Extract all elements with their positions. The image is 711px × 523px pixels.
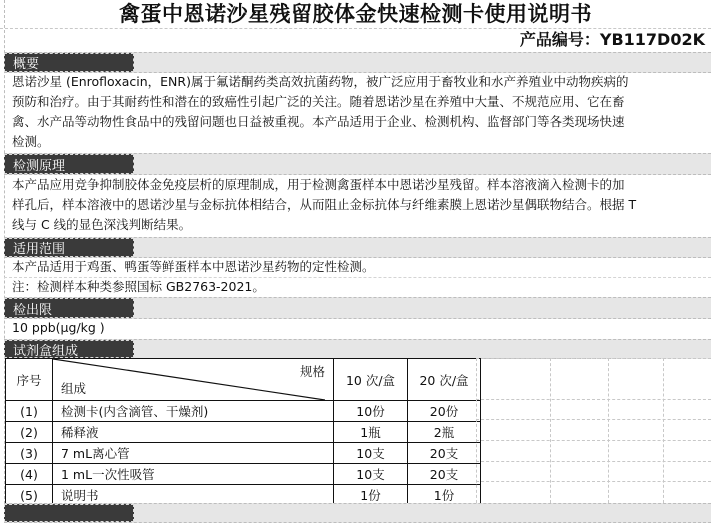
overview-line: 禽、水产品等动物性食品中的残留问题也日益被重视。本产品适用于企业、检测机构、监督部门等各类现场快速 (12, 114, 625, 129)
gridline (476, 358, 711, 359)
section-detection-limit (4, 297, 711, 319)
table-row (6, 443, 481, 464)
gridline (476, 440, 711, 441)
product-code: 产品编号：YB117D02K (519, 30, 705, 49)
gridline (476, 399, 711, 400)
row-index: (1) (6, 401, 53, 422)
section-next-partial (4, 503, 711, 523)
row-qty-20: 20支 (408, 464, 481, 485)
row-qty-10: 1份 (334, 485, 408, 506)
section-principle (4, 153, 711, 175)
header-diagonal-cell (53, 359, 334, 401)
header-spec: 规格 (299, 364, 325, 379)
principle-line: 本产品应用竞争抑制胶体金免疫层析的原理制成，用于检测禽蛋样本中恩诺沙星残留。样本溶液滴入检测卡的加 (12, 177, 625, 192)
section-detection-limit-label: 检出限 (4, 298, 134, 318)
table-row (6, 422, 481, 443)
row-qty-10: 10份 (334, 401, 408, 422)
row-index: (5) (6, 485, 53, 506)
kit-composition-table (5, 358, 481, 506)
overview-line: 检测。 (12, 134, 50, 149)
principle-line: 样孔后，样本溶液中的恩诺沙星与金标抗体相结合，从而阻止金标抗体与纤维素膜上恩诺沙星偶联物结合。根据 T (12, 197, 637, 212)
empty-sheet-grid (476, 358, 711, 503)
gridline (476, 461, 711, 462)
section-overview (4, 52, 711, 73)
header-component: 组成 (61, 381, 87, 396)
table-row (6, 401, 481, 422)
section-overview-label: 概要 (4, 53, 134, 72)
section-principle-label: 检测原理 (4, 154, 134, 174)
gridline (476, 419, 711, 420)
row-index: (3) (6, 443, 53, 464)
gridline (476, 481, 711, 482)
row-index: (4) (6, 464, 53, 485)
row-qty-10: 1瓶 (334, 422, 408, 443)
row-qty-10: 10支 (334, 443, 408, 464)
overview-line: 恩诺沙星 (Enrofloxacin，ENR)属于氟诺酮药类高效抗菌药物，被广泛应用于畜牧业和水产养殖业中动物疾病的 (12, 74, 629, 89)
row-qty-20: 20份 (408, 401, 481, 422)
header-20-per-box: 20 次/盒 (408, 359, 481, 401)
principle-line: 线与 C 线的显色深浅判断结果。 (12, 217, 192, 232)
row-component: 稀释液 (53, 422, 334, 443)
overview-text (12, 72, 706, 152)
section-scope (4, 237, 711, 258)
table-row (6, 464, 481, 485)
scope-line: 本产品适用于鸡蛋、鸭蛋等鲜蛋样本中恩诺沙星药物的定性检测。 (12, 259, 375, 274)
overview-line: 预防和治疗。由于其耐药性和潜在的致癌性引起广泛的关注。随着恩诺沙星在养殖中大量、不规范应用、它在畜 (12, 94, 625, 109)
section-kit (4, 339, 711, 359)
row-qty-20: 2瓶 (408, 422, 481, 443)
section-scope-label: 适用范围 (4, 238, 134, 257)
row-component: 1 mL一次性吸管 (53, 464, 334, 485)
row-index: (2) (6, 422, 53, 443)
section-kit-label: 试剂盒组成 (4, 340, 134, 358)
document-title: 禽蛋中恩诺沙星残留胶体金快速检测卡使用说明书 (0, 0, 711, 29)
section-next-label (4, 504, 134, 522)
principle-text (12, 175, 706, 235)
row-component: 说明书 (53, 485, 334, 506)
diagonal-line-icon (53, 359, 325, 400)
row-component: 7 mL离心管 (53, 443, 334, 464)
row-qty-20: 1份 (408, 485, 481, 506)
row-component: 检测卡(内含滴管、干燥剂) (53, 401, 334, 422)
header-index: 序号 (6, 359, 53, 401)
table-header-row (6, 359, 481, 401)
header-10-per-box: 10 次/盒 (334, 359, 408, 401)
scope-note: 注：检测样本种类参照国标 GB2763-2021。 (12, 279, 265, 294)
detection-limit-value: 10 ppb(μg/kg ) (12, 320, 105, 335)
row-qty-20: 20支 (408, 443, 481, 464)
row-qty-10: 10支 (334, 464, 408, 485)
